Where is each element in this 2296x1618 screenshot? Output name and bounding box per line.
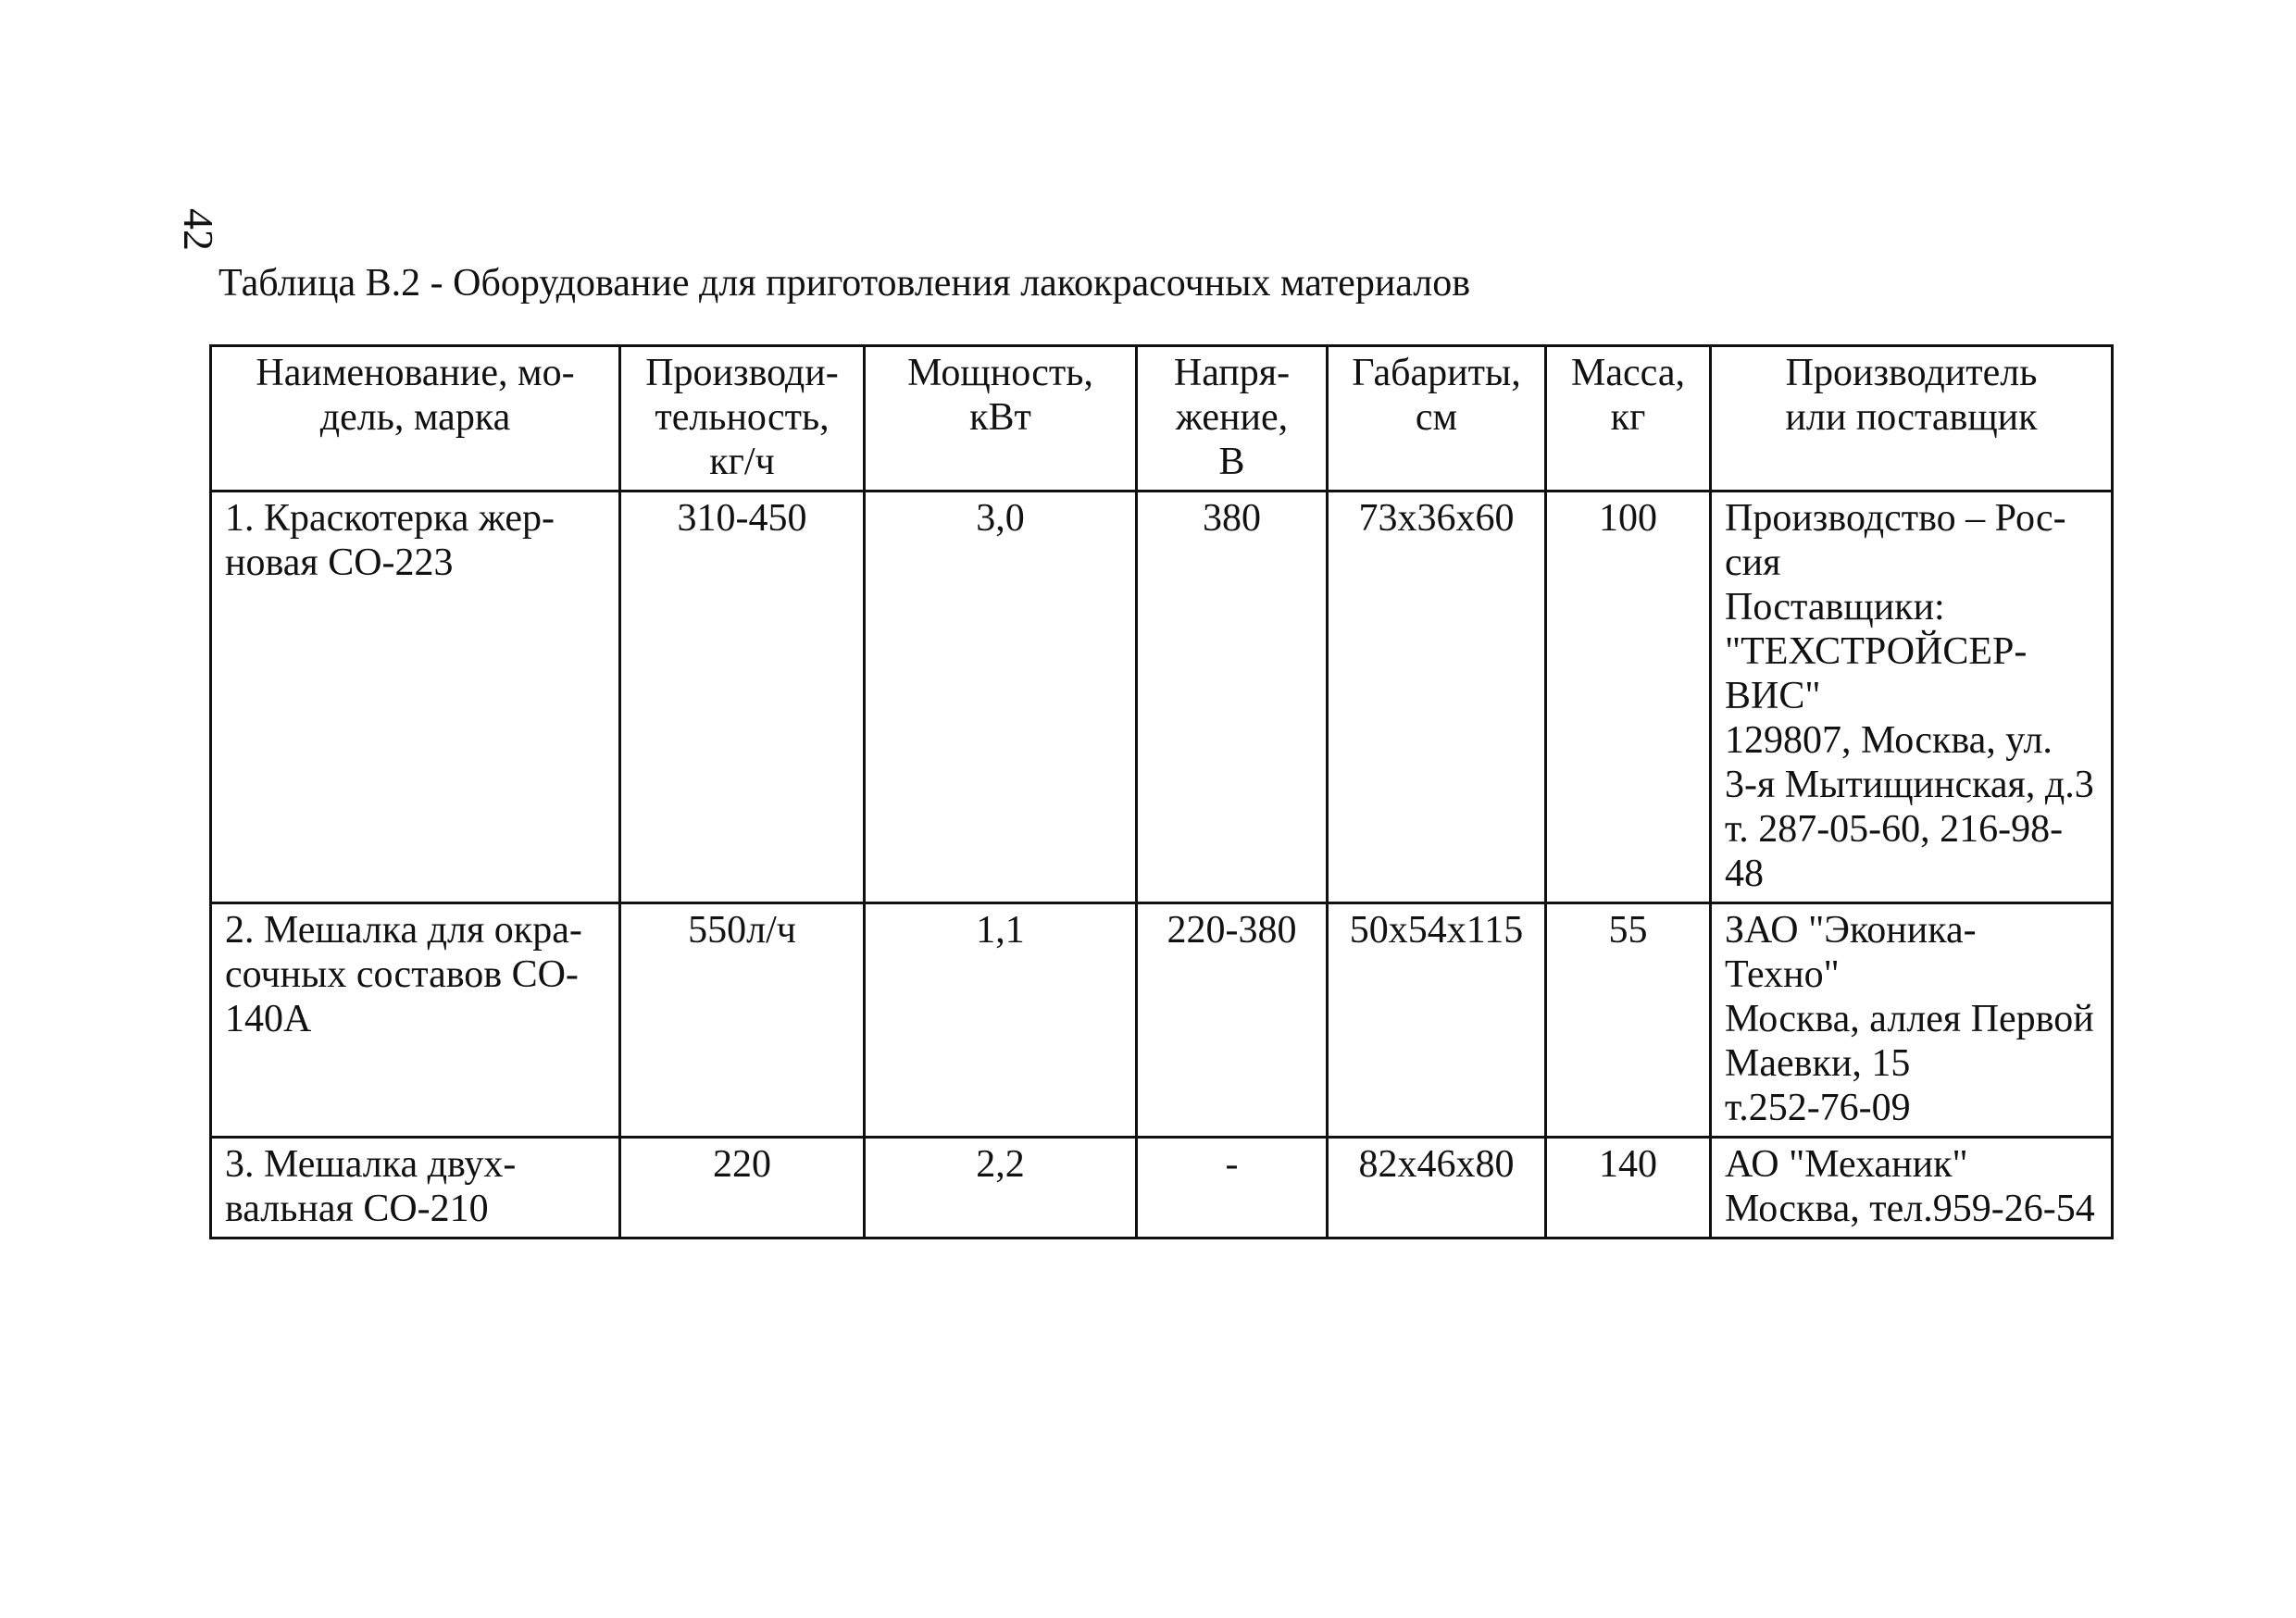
cell-supplier: АО "Механик" Москва, тел.959-26-54 xyxy=(1711,1138,2113,1238)
cell-name: 3. Мешалка двух- вальная СО-210 xyxy=(211,1138,620,1238)
cell-power: 2,2 xyxy=(865,1138,1137,1238)
cell-voltage: 220-380 xyxy=(1137,903,1328,1138)
cell-name: 2. Мешалка для окра- сочных составов СО- 140А xyxy=(211,903,620,1138)
table-caption: Таблица В.2 - Оборудование для приготовления лакокрасочных материалов xyxy=(218,262,1471,305)
cell-voltage: - xyxy=(1137,1138,1328,1238)
table-row xyxy=(211,1138,2113,1238)
table-header-row xyxy=(211,346,2113,492)
cell-mass: 140 xyxy=(1546,1138,1711,1238)
header-cell-name: Наименование, мо- дель, марка xyxy=(211,346,620,492)
cell-dimensions: 50х54х115 xyxy=(1328,903,1546,1138)
table-row xyxy=(211,903,2113,1138)
cell-supplier: Производство – Рос- сия Поставщики: "ТЕХСТРОЙСЕР- ВИС" 129807, Москва, ул. 3-я Мытищинская, д.3 т. 287-05-60, 216-98- 48 xyxy=(1711,492,2113,903)
cell-capacity: 550л/ч xyxy=(620,903,865,1138)
header-cell-dimensions: Габариты, см xyxy=(1328,346,1546,492)
header-cell-mass: Масса, кг xyxy=(1546,346,1711,492)
cell-dimensions: 82х46х80 xyxy=(1328,1138,1546,1238)
cell-dimensions: 73х36х60 xyxy=(1328,492,1546,903)
cell-capacity: 220 xyxy=(620,1138,865,1238)
cell-capacity: 310-450 xyxy=(620,492,865,903)
header-cell-capacity: Производи- тельность, кг/ч xyxy=(620,346,865,492)
cell-power: 1,1 xyxy=(865,903,1137,1138)
cell-supplier: ЗАО "Эконика- Техно" Москва, аллея Первой Маевки, 15 т.252-76-09 xyxy=(1711,903,2113,1138)
cell-name: 1. Краскотерка жер- новая СО-223 xyxy=(211,492,620,903)
equipment-table xyxy=(209,344,2114,1239)
cell-mass: 55 xyxy=(1546,903,1711,1138)
page-number: 42 xyxy=(175,208,222,251)
cell-power: 3,0 xyxy=(865,492,1137,903)
header-cell-power: Мощность, кВт xyxy=(865,346,1137,492)
cell-voltage: 380 xyxy=(1137,492,1328,903)
header-cell-voltage: Напря- жение, В xyxy=(1137,346,1328,492)
header-cell-supplier: Производитель или поставщик xyxy=(1711,346,2113,492)
cell-mass: 100 xyxy=(1546,492,1711,903)
table-row xyxy=(211,492,2113,903)
